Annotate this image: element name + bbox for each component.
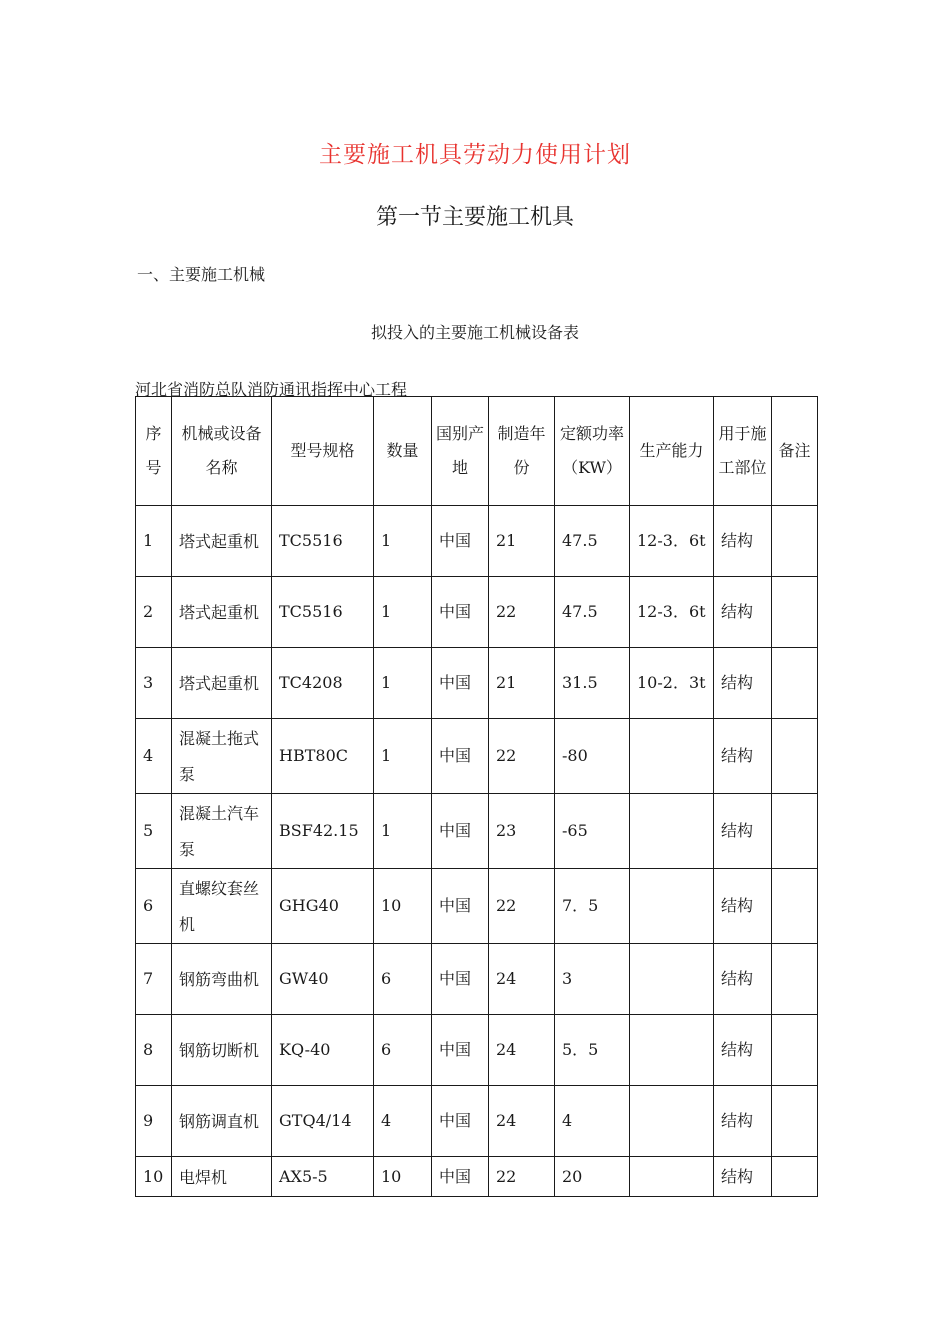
cell-year: 21 — [489, 506, 555, 577]
cell-name: 钢筋切断机 — [172, 1015, 272, 1086]
cell-qty: 6 — [374, 1015, 432, 1086]
cell-usage: 结构 — [714, 719, 772, 794]
cell-power: -65 — [555, 794, 630, 869]
table-row — [136, 577, 818, 648]
cell-seq: 8 — [136, 1015, 172, 1086]
cell-capacity: 12-3．6t — [630, 577, 714, 648]
cell-origin: 中国 — [432, 1086, 489, 1157]
cell-seq: 7 — [136, 944, 172, 1015]
cell-capacity — [630, 1086, 714, 1157]
cell-model: KQ-40 — [272, 1015, 374, 1086]
header-origin: 国别产地 — [432, 397, 489, 506]
cell-seq: 10 — [136, 1157, 172, 1197]
cell-origin: 中国 — [432, 869, 489, 944]
cell-power: 20 — [555, 1157, 630, 1197]
cell-origin: 中国 — [432, 506, 489, 577]
cell-remark — [772, 794, 818, 869]
cell-seq: 6 — [136, 869, 172, 944]
header-remark: 备注 — [772, 397, 818, 506]
cell-usage: 结构 — [714, 1157, 772, 1197]
header-power: 定额功率（KW） — [555, 397, 630, 506]
cell-model: GHG40 — [272, 869, 374, 944]
cell-remark — [772, 1015, 818, 1086]
cell-power: -80 — [555, 719, 630, 794]
sub-heading: 一、主要施工机械 — [137, 265, 266, 284]
table-row — [136, 719, 818, 794]
cell-model: GW40 — [272, 944, 374, 1015]
cell-remark — [772, 577, 818, 648]
cell-capacity — [630, 869, 714, 944]
cell-qty: 1 — [374, 648, 432, 719]
cell-name: 电焊机 — [172, 1157, 272, 1197]
equipment-table — [135, 396, 818, 1197]
cell-usage: 结构 — [714, 1015, 772, 1086]
cell-usage: 结构 — [714, 1086, 772, 1157]
cell-year: 22 — [489, 1157, 555, 1197]
cell-origin: 中国 — [432, 577, 489, 648]
cell-remark — [772, 719, 818, 794]
header-usage: 用于施工部位 — [714, 397, 772, 506]
cell-qty: 1 — [374, 719, 432, 794]
cell-usage: 结构 — [714, 869, 772, 944]
cell-capacity — [630, 944, 714, 1015]
cell-usage: 结构 — [714, 648, 772, 719]
cell-remark — [772, 944, 818, 1015]
cell-model: TC4208 — [272, 648, 374, 719]
cell-capacity: 10-2．3t — [630, 648, 714, 719]
cell-name: 塔式起重机 — [172, 506, 272, 577]
cell-seq: 3 — [136, 648, 172, 719]
cell-remark — [772, 869, 818, 944]
cell-remark — [772, 1157, 818, 1197]
cell-origin: 中国 — [432, 1015, 489, 1086]
cell-seq: 9 — [136, 1086, 172, 1157]
cell-remark — [772, 506, 818, 577]
table-row — [136, 869, 818, 944]
header-qty: 数量 — [374, 397, 432, 506]
cell-seq: 1 — [136, 506, 172, 577]
section-title: 第一节主要施工机具 — [375, 205, 574, 230]
cell-model: BSF42.15 — [272, 794, 374, 869]
cell-year: 24 — [489, 1015, 555, 1086]
document-title: 主要施工机具劳动力使用计划 — [319, 142, 631, 168]
cell-origin: 中国 — [432, 944, 489, 1015]
cell-model: AX5-5 — [272, 1157, 374, 1197]
cell-power: 4 — [555, 1086, 630, 1157]
cell-power: 47.5 — [555, 506, 630, 577]
cell-power: 5．5 — [555, 1015, 630, 1086]
header-model: 型号规格 — [272, 397, 374, 506]
cell-name: 钢筋弯曲机 — [172, 944, 272, 1015]
cell-power: 3 — [555, 944, 630, 1015]
cell-capacity — [630, 1015, 714, 1086]
table-row — [136, 944, 818, 1015]
cell-power: 47.5 — [555, 577, 630, 648]
cell-model: GTQ4/14 — [272, 1086, 374, 1157]
cell-qty: 4 — [374, 1086, 432, 1157]
cell-remark — [772, 1086, 818, 1157]
cell-qty: 1 — [374, 506, 432, 577]
cell-qty: 6 — [374, 944, 432, 1015]
table-row — [136, 1015, 818, 1086]
table-row — [136, 1157, 818, 1197]
cell-name: 直螺纹套丝机 — [172, 869, 272, 944]
cell-capacity — [630, 1157, 714, 1197]
cell-qty: 1 — [374, 794, 432, 869]
cell-name: 混凝土拖式泵 — [172, 719, 272, 794]
cell-model: TC5516 — [272, 577, 374, 648]
cell-year: 22 — [489, 719, 555, 794]
header-seq: 序号 — [136, 397, 172, 506]
table-row — [136, 648, 818, 719]
cell-seq: 4 — [136, 719, 172, 794]
cell-origin: 中国 — [432, 1157, 489, 1197]
cell-capacity — [630, 794, 714, 869]
cell-capacity: 12-3．6t — [630, 506, 714, 577]
cell-year: 21 — [489, 648, 555, 719]
cell-seq: 2 — [136, 577, 172, 648]
table-caption: 拟投入的主要施工机械设备表 — [370, 323, 579, 342]
cell-name: 塔式起重机 — [172, 577, 272, 648]
header-year: 制造年份 — [489, 397, 555, 506]
cell-origin: 中国 — [432, 648, 489, 719]
cell-year: 22 — [489, 869, 555, 944]
cell-capacity — [630, 719, 714, 794]
table-row — [136, 794, 818, 869]
cell-year: 23 — [489, 794, 555, 869]
cell-origin: 中国 — [432, 719, 489, 794]
cell-year: 24 — [489, 944, 555, 1015]
cell-remark — [772, 648, 818, 719]
cell-year: 24 — [489, 1086, 555, 1157]
cell-usage: 结构 — [714, 506, 772, 577]
header-name: 机械或设备名称 — [172, 397, 272, 506]
table-row — [136, 506, 818, 577]
cell-qty: 1 — [374, 577, 432, 648]
cell-power: 7．5 — [555, 869, 630, 944]
cell-seq: 5 — [136, 794, 172, 869]
table-row — [136, 1086, 818, 1157]
project-name: 河北省消防总队消防通讯指挥中心工程 — [135, 380, 408, 399]
header-capacity: 生产能力 — [630, 397, 714, 506]
cell-power: 31.5 — [555, 648, 630, 719]
cell-usage: 结构 — [714, 577, 772, 648]
cell-name: 塔式起重机 — [172, 648, 272, 719]
cell-qty: 10 — [374, 1157, 432, 1197]
cell-year: 22 — [489, 577, 555, 648]
cell-qty: 10 — [374, 869, 432, 944]
cell-usage: 结构 — [714, 794, 772, 869]
cell-usage: 结构 — [714, 944, 772, 1015]
table-header-row — [136, 397, 818, 506]
cell-origin: 中国 — [432, 794, 489, 869]
cell-name: 钢筋调直机 — [172, 1086, 272, 1157]
cell-model: TC5516 — [272, 506, 374, 577]
cell-model: HBT80C — [272, 719, 374, 794]
cell-name: 混凝土汽车泵 — [172, 794, 272, 869]
